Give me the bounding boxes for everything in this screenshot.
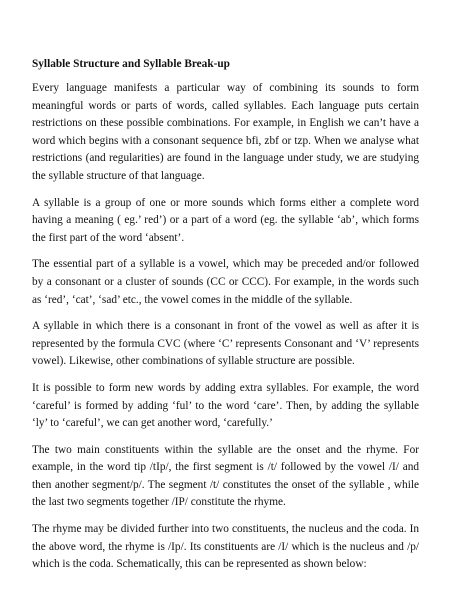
paragraph-intro: Every language manifests a particular way of combining its sounds to form meaningful words or parts of words, called syllables. Each language puts certain restrictions on these possible combinations. For example, in English we can’t have a word which begins with a consonant sequence bfi, zbf or tzp. When we analyse what restrictions (and regularities) are found in the language under study, we are studying the syllable structure of that language. [32,82,419,182]
paragraph-syllable-definition: A syllable is a group of one or more sounds which forms either a complete word having a meaning ( eg.’ red’) or a part of a word (eg. the syllable ‘ab’, which forms the first part of the word ‘absent’. [32,196,419,244]
paragraph-adding-syllables: It is possible to form new words by adding extra syllables. For example, the word ‘careful’ is formed by adding ‘ful’ to the word ‘care’. Then, by adding the syllable ‘ly’ to ‘careful’, we can get another word, ‘carefully.’ [32,381,419,430]
paragraph-vowel-nucleus: The essential part of a syllable is a vowel, which may be preceded and/or followed by a consonant or a cluster of sounds (CC or CCC). For example, in the words such as ‘red’, ‘cat’, ‘sad’ etc., the vowel comes in the middle of the syllable. [32,258,419,306]
document-title: Syllable Structure and Syllable Break-up [32,58,230,70]
paragraph-cvc-formula: A syllable in which there is a consonant in front of the vowel as well as after it is represented by the formula CVC (where ‘C’ represents Consonant and ‘V’ represents vowel). Likewise, other combinations of syllable structure are possible. [32,320,419,368]
paragraph-onset-rhyme: The two main constituents within the syllable are the onset and the rhyme. For example, in the word tip /tIp/, the first segment is /t/ followed by the vowel /I/ and then another segment/p/. The segment /t/ constitutes the onset of the syllable , while the last two segments together /IP/ constitute the rhyme. [32,443,419,509]
paragraph-nucleus-coda: The rhyme may be divided further into two constituents, the nucleus and the coda. In the above word, the rhyme is /Ip/. Its constituents are /I/ which is the nucleus and /p/ which is the coda. Schematically, this can be represented as shown below: [32,523,419,571]
